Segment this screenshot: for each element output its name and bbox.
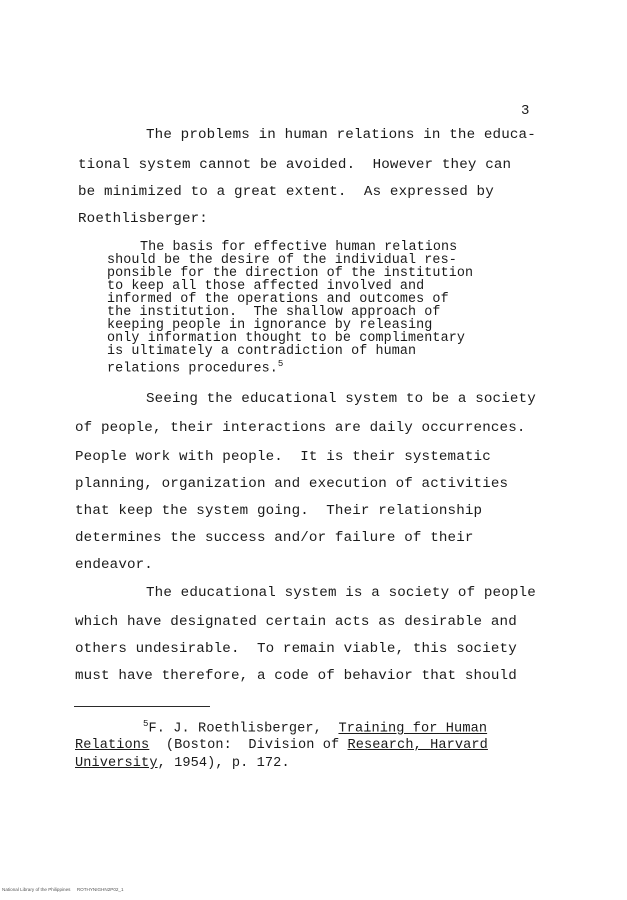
paragraph-2-line: that keep the system going. Their relationship: [75, 503, 483, 519]
footnote-publisher: Research, Harvard: [347, 738, 488, 753]
footnote-line-2: Relations (Boston: Division of Research, Harvard: [75, 738, 488, 753]
footnote-line-3: University, 1954), p. 172.: [75, 756, 290, 771]
footnote-separator: [74, 706, 210, 707]
block-quote-line: ponsible for the direction of the institution: [107, 266, 474, 281]
paragraph-2-line: of people, their interactions are daily occurrences.: [75, 420, 526, 436]
footnote-mark: 5: [143, 719, 149, 729]
paragraph-2-line: endeavor.: [75, 557, 153, 573]
paragraph-1-line: be minimized to a great extent. As expressed by: [78, 184, 494, 200]
block-quote-line-last: relations procedures.$^5$: [107, 359, 284, 377]
paragraph-1-line: tional system cannot be avoided. However they can: [78, 157, 512, 173]
paragraph-3-line: which have designated certain acts as desirable and: [75, 614, 517, 630]
block-quote-line: keeping people in ignorance by releasing: [107, 318, 433, 333]
footnote-reference-5: 5: [277, 359, 284, 369]
block-quote-line: to keep all those affected involved and: [107, 279, 425, 294]
page-number: 3: [521, 103, 530, 119]
footnote-book-title-cont: Relations: [75, 738, 150, 753]
paragraph-1-line: Roethlisberger:: [78, 211, 208, 227]
paragraph-2-line: determines the success and/or failure of their: [75, 530, 474, 546]
block-quote-line: The basis for effective human relations: [140, 240, 458, 255]
footnote-book-title: Training for Human: [338, 721, 488, 737]
paragraph-3-line: The educational system is a society of people: [146, 585, 536, 601]
paragraph-2-line: Seeing the educational system to be a society: [146, 391, 536, 407]
archive-footer: National Library of the Philippines ROTHYNIGHN2P02_1: [2, 887, 124, 892]
paragraph-1-line: The problems in human relations in the educa-: [146, 127, 536, 143]
block-quote-line: the institution. The shallow approach of: [107, 305, 441, 320]
footnote-line-1: $^5$F. J. Roethlisberger, Training for Human: [143, 719, 488, 737]
paragraph-2-line: planning, organization and execution of activities: [75, 476, 509, 492]
paragraph-3-line: must have therefore, a code of behavior that should: [75, 668, 517, 684]
footnote-publisher-cont: University: [75, 756, 158, 771]
block-quote-line: is ultimately a contradiction of human: [107, 344, 417, 359]
block-quote-line: should be the desire of the individual res-: [107, 253, 457, 268]
block-quote-line: only information thought to be complimentary: [107, 331, 465, 346]
block-quote-line: informed of the operations and outcomes of: [107, 292, 449, 307]
paragraph-3-line: others undesirable. To remain viable, this society: [75, 641, 517, 657]
paragraph-2-line: People work with people. It is their systematic: [75, 449, 491, 465]
